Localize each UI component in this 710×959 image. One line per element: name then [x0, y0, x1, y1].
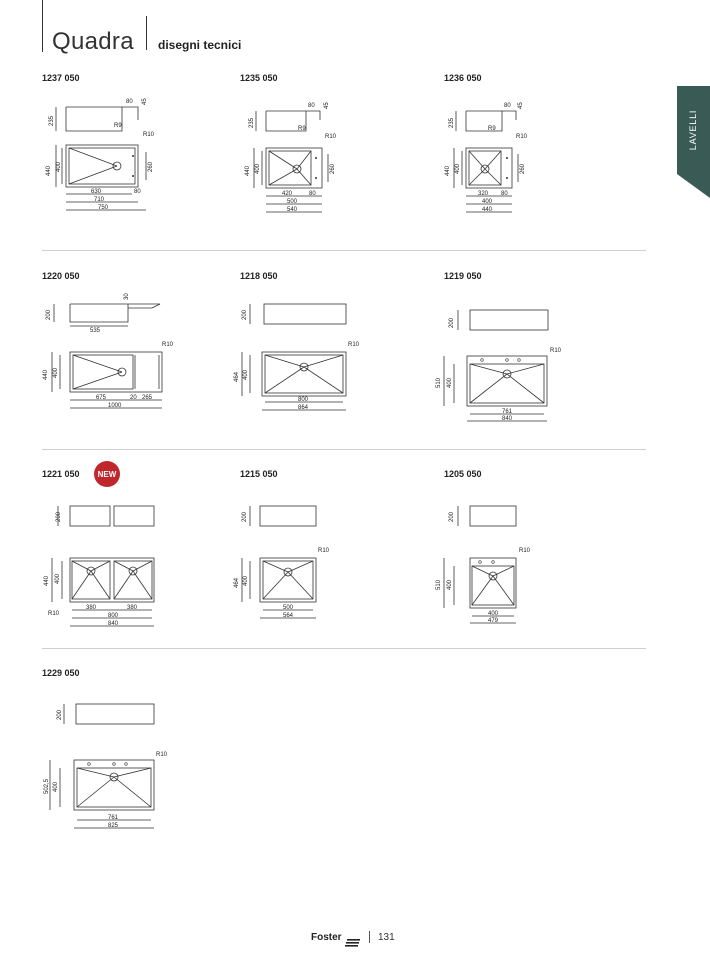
dim-label: 400: [447, 579, 453, 590]
dim-label: 235: [449, 117, 455, 128]
dim-label: 80: [504, 103, 511, 109]
dim-label: R9: [114, 123, 122, 129]
dim-label: 479: [488, 618, 499, 624]
row-divider: [42, 648, 646, 649]
dim-label: 840: [502, 416, 513, 422]
dim-label: 265: [142, 395, 153, 401]
dim-label: R10: [156, 752, 168, 758]
dim-label: 440: [44, 575, 50, 586]
dim-label: 864: [298, 405, 309, 411]
dim-label: 80: [501, 191, 508, 197]
dim-label: R10: [325, 134, 337, 140]
dim-label: 400: [455, 163, 461, 174]
dim-label: R10: [143, 132, 155, 138]
dim-label: 200: [242, 511, 248, 522]
drawing-1218: [230, 288, 370, 414]
dim-label: 1000: [108, 403, 122, 409]
row-divider: [42, 449, 646, 450]
drawing-1220: [42, 288, 182, 414]
dim-label: R9: [298, 126, 306, 132]
dim-label: R10: [519, 548, 531, 554]
header-rule: [42, 0, 43, 52]
dim-label: 540: [287, 207, 298, 213]
product-code: 1229 050: [42, 668, 80, 678]
dim-label: 200: [56, 511, 62, 522]
dim-label: 440: [245, 165, 251, 176]
header-divider: [146, 16, 147, 50]
dim-label: 400: [255, 163, 261, 174]
drawing-1221: [42, 500, 167, 632]
dim-label: 200: [242, 309, 248, 320]
drawing-1237: [42, 90, 167, 218]
dim-label: 200: [449, 317, 455, 328]
dim-label: 45: [142, 98, 148, 105]
drawing-1236: [444, 90, 554, 218]
dim-label: 510: [436, 377, 442, 388]
dim-label: R10: [348, 342, 360, 348]
dim-label: 750: [98, 205, 109, 211]
dim-label: 400: [488, 611, 499, 617]
dim-label: 825: [108, 823, 119, 829]
page-subtitle: disegni tecnici: [158, 38, 242, 52]
drawing-1215: [230, 500, 340, 625]
dim-label: 400: [243, 369, 249, 380]
dim-label: 420: [282, 191, 293, 197]
dim-label: 800: [298, 397, 309, 403]
product-code: 1237 050: [42, 73, 80, 83]
dim-label: 564: [283, 613, 294, 619]
dim-label: 80: [308, 103, 315, 109]
dim-label: 761: [502, 409, 513, 415]
dim-label: 510: [436, 579, 442, 590]
dim-label: R10: [162, 342, 174, 348]
dim-label: 464: [234, 577, 240, 588]
dim-label: 761: [108, 815, 119, 821]
dim-label: 380: [86, 605, 97, 611]
dim-label: 80: [126, 99, 133, 105]
dim-label: R10: [48, 611, 60, 617]
dim-label: 200: [449, 511, 455, 522]
dim-label: 440: [445, 165, 451, 176]
dim-label: 260: [148, 161, 154, 172]
dim-label: 630: [91, 189, 102, 195]
dim-label: 235: [49, 115, 55, 126]
footer-divider: [369, 931, 370, 943]
dim-label: 380: [127, 605, 138, 611]
dim-label: 20: [130, 395, 137, 401]
dim-label: 45: [324, 102, 330, 109]
dim-label: 400: [482, 199, 493, 205]
product-code: 1215 050: [240, 469, 278, 479]
dim-label: 710: [94, 197, 105, 203]
dim-label: 400: [53, 781, 59, 792]
dim-label: 440: [46, 165, 52, 176]
drawing-1235: [240, 90, 350, 218]
dim-label: 800: [108, 613, 119, 619]
dim-label: 840: [108, 621, 119, 627]
product-code: 1218 050: [240, 271, 278, 281]
dim-label: 464: [234, 371, 240, 382]
drawing-1229: [42, 698, 182, 834]
page-title: Quadra: [52, 28, 134, 55]
dim-label: R10: [318, 548, 330, 554]
footer-brand: Foster: [311, 932, 342, 943]
new-badge: NEW: [94, 461, 120, 487]
dim-label: 45: [518, 102, 524, 109]
page-number: 131: [378, 932, 395, 943]
section-tab-label: LAVELLI: [688, 109, 699, 151]
dim-label: 80: [134, 189, 141, 195]
dim-label: 235: [249, 117, 255, 128]
brand-logo-icon: [345, 934, 361, 952]
dim-label: 400: [447, 377, 453, 388]
dim-label: 500: [283, 605, 294, 611]
dim-label: 30: [124, 293, 130, 300]
dim-label: R9: [488, 126, 496, 132]
dim-label: 500: [287, 199, 298, 205]
dim-label: R10: [550, 348, 562, 354]
dim-label: 200: [46, 309, 52, 320]
dim-label: 502,5: [44, 778, 50, 794]
product-code: 1205 050: [444, 469, 482, 479]
drawing-1205: [430, 500, 540, 628]
dim-label: 400: [53, 367, 59, 378]
row-divider: [42, 250, 646, 251]
drawing-1219: [430, 288, 570, 424]
dim-label: 400: [243, 575, 249, 586]
product-code: 1236 050: [444, 73, 482, 83]
dim-label: 675: [96, 395, 107, 401]
dim-label: 80: [309, 191, 316, 197]
dim-label: 260: [330, 163, 336, 174]
dim-label: 535: [90, 328, 101, 334]
dim-label: 440: [43, 369, 49, 380]
dim-label: 260: [520, 163, 526, 174]
product-code: 1219 050: [444, 271, 482, 281]
dim-label: 320: [478, 191, 489, 197]
product-code: 1221 050: [42, 469, 80, 479]
dim-label: 400: [55, 573, 61, 584]
dim-label: 440: [482, 207, 493, 213]
dim-label: 200: [57, 709, 63, 720]
product-code: 1220 050: [42, 271, 80, 281]
product-code: 1235 050: [240, 73, 278, 83]
dim-label: 400: [56, 161, 62, 172]
dim-label: R10: [516, 134, 528, 140]
